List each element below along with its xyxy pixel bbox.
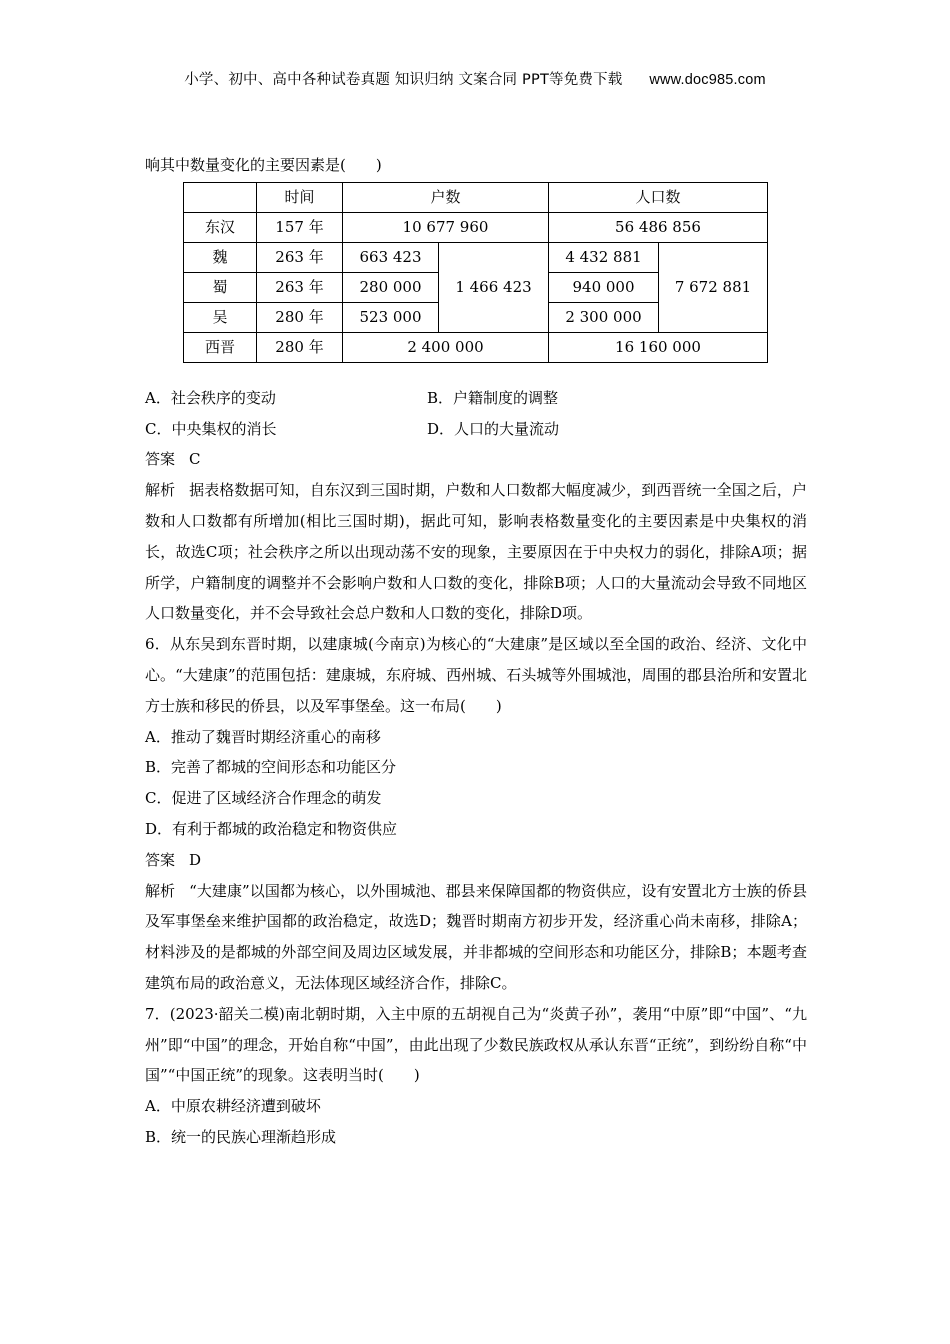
table-cell-population: 940 000 [549,272,659,302]
q6-option-d[interactable]: D．有利于都城的政治稳定和物资供应 [145,819,398,838]
q6-stem: 6．从东吴到东晋时期，以建康城(今南京)为核心的“大建康”是区域以至全国的政治、经济、文化中心。“大建康”的范围包括：建康城，东府城、西州城、石头城等外围城池，周围的郡县治所和安置北方士族和移民的侨县，以及军事堡垒。这一布局( ) [145,635,807,715]
table-cell-households: 663 423 [343,242,439,272]
answer-value: D [189,850,202,869]
table-cell-dynasty: 东汉 [184,212,257,242]
q6-option-b[interactable]: B．完善了都城的空间形态和功能区分 [145,758,397,777]
population-table [183,182,768,363]
q5-option-b[interactable]: B．户籍制度的调整 [427,388,559,407]
q7-stem: 7．(2023·韶关二模)南北朝时期，入主中原的五胡视自己为“炎黄子孙”，袭用“中原”即“中国”、“九州”即“中国”的理念，开始自称“中国”，由此出现了少数民族政权从承认东晋“正统”，到纷纷自称“中国”“中国正统”的现象。这表明当时( ) [145,1004,807,1085]
table-cell-year: 157 年 [257,212,343,242]
analysis-label: 解析 [145,481,176,500]
document-body [145,150,807,1153]
table-cell-year: 263 年 [257,242,343,272]
table-header-cell: 时间 [257,182,343,212]
answer-label: 答案 [145,850,176,869]
table-header-cell: 人口数 [549,182,768,212]
table-cell-dynasty: 魏 [184,242,257,272]
table-cell-dynasty: 吴 [184,302,257,332]
table-row [184,242,768,272]
table-cell-population: 4 432 881 [549,242,659,272]
table-cell-population: 16 160 000 [549,332,768,362]
table-cell-population: 2 300 000 [549,302,659,332]
table-cell-households: 523 000 [343,302,439,332]
q7-option-b[interactable]: B．统一的民族心理渐趋形成 [145,1127,337,1146]
table-header-cell [184,182,257,212]
q6-option-a[interactable]: A．推动了魏晋时期经济重心的南移 [145,727,381,746]
table-cell-households: 280 000 [343,272,439,302]
q5-stem-tail: 响其中数量变化的主要因素是( ) [145,156,382,174]
analysis-label: 解析 [145,881,176,900]
q5-option-c[interactable]: C．中央集权的消长 [145,419,277,438]
table-cell-population: 56 486 856 [549,212,768,242]
table-cell-population-total: 7 672 881 [659,242,768,332]
analysis-text: 据表格数据可知，自东汉到三国时期，户数和人口数都大幅度减少，到西晋统一全国之后，户数和人口数都有所增加(相比三国时期)，据此可知，影响表格数量变化的主要因素是中央集权的消长，故选C项；社会秩序之所以出现动荡不安的现象，主要原因在于中央权力的弱化，排除A项；据所学，户籍制度的调整并不会影响户数和人口数的变化，排除B项；人口的大量流动会导致不同地区人口数量变化，并不会导致社会总户数和人口数的变化，排除D项。 [145,481,807,623]
header-slogan: 小学、初中、高中各种试卷真题 知识归纳 文案合同 PPT等免费下载 [184,72,623,88]
table-cell-year: 263 年 [257,272,343,302]
q5-answer [145,444,807,475]
q5-option-a[interactable]: A．社会秩序的变动 [145,388,276,407]
table-row [184,212,768,242]
q5-option-d[interactable]: D．人口的大量流动 [427,419,560,438]
table-cell-households-total: 1 466 423 [439,242,549,332]
table-cell-dynasty: 蜀 [184,272,257,302]
table-cell-year: 280 年 [257,302,343,332]
q5-analysis [145,475,807,629]
table-header-cell: 户数 [343,182,549,212]
analysis-text: “大建康”以国都为核心，以外围城池、郡县来保障国都的物资供应，设有安置北方士族的侨县及军事堡垒来维护国都的政治稳定，故选D；魏晋时期南方初步开发，经济重心尚未南移，排除A；材料涉及的是都城的外部空间及周边区域发展，并非都城的空间形态和功能区分，排除B；本题考查建筑布局的政治意义，无法体现区域经济合作，排除C。 [145,881,807,992]
answer-value: C [189,450,201,469]
q7-option-a[interactable]: A．中原农耕经济遭到破坏 [145,1097,321,1116]
table-cell-dynasty: 西晋 [184,332,257,362]
table-cell-households: 2 400 000 [343,332,549,362]
page-header [0,68,950,89]
table-cell-households: 10 677 960 [343,212,549,242]
header-site-url[interactable]: www.doc985.com [649,72,766,88]
q5-options-row-1 [145,383,807,414]
q6-analysis [145,876,807,999]
table-cell-year: 280 年 [257,332,343,362]
q6-option-c[interactable]: C．促进了区域经济合作理念的萌发 [145,789,382,808]
q5-options-row-2 [145,414,807,445]
table-header-row [184,182,768,212]
answer-label: 答案 [145,450,176,469]
table-row [184,332,768,362]
q6-answer [145,845,807,876]
